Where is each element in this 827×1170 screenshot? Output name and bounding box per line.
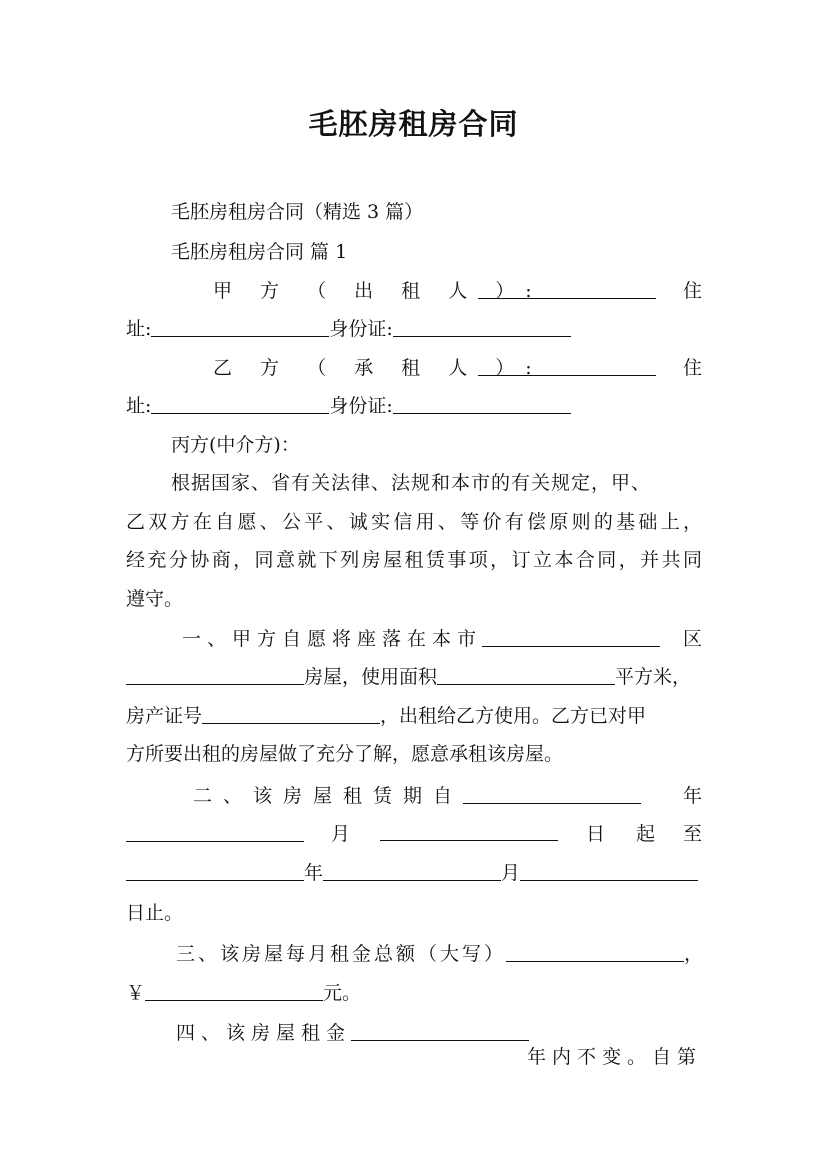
party-b-label: 乙 方 （ 承 租 人 ）: [213,357,543,379]
clause3-text: 三、该房屋每月租金总额（大写） [176,943,507,965]
party-b-address-blank [151,395,329,414]
clause3-yuan: 元。 [323,982,362,1004]
clause2-end-year-label: 年 [304,862,324,884]
preamble-line-3: 经充分协商，同意就下列房屋租赁事项，订立本合同，并共同 [126,549,702,571]
clause1-district: 区 [682,628,702,650]
clause1-cert-label: 房产证号 [126,705,203,727]
section-heading: 毛胚房租房合同 篇 1 [171,241,348,263]
clause1-area-blank [437,666,615,685]
party-a-address-blank [151,318,329,337]
party-a-label: 甲 方 （ 出 租 人 ）: [213,280,543,302]
clause2-end-year-blank [126,862,304,881]
clause1-line-1 [182,627,702,651]
clause2-year-label: 年 [682,785,702,807]
clause2-start-day-blank [380,822,558,841]
clause1-line-3 [126,704,702,728]
clause1-house-blank [126,666,304,685]
address-label-start: 住 [682,280,702,302]
clause2-from-label: 起 [636,823,656,845]
clause2-line-2 [126,822,702,846]
clause2-start-month-blank [126,823,304,842]
clause2-end-day-blank [520,862,698,881]
clause2-day-label: 日 [586,823,606,845]
clause1-location-blank [482,628,660,647]
address-label-start-b: 住 [682,357,702,379]
clause3-rent-amount-blank [145,982,323,1001]
preamble-line-2: 乙双方在自愿、公平、诚实信用、等价有偿原则的基础上， [126,511,702,533]
address-label-end: 址: [126,318,152,340]
clause1-cert-blank [202,705,380,724]
clause1-area-unit: 平方米， [615,666,692,688]
clause3-rent-words-blank [506,943,684,962]
party-b-line [213,356,702,380]
id-label: 身份证: [329,318,393,340]
party-a-address-line [126,317,702,341]
party-a-name-blank [478,280,656,299]
clause1-line-2 [126,665,702,689]
clause3-line-2 [126,981,702,1005]
address-label-end-b: 址: [126,395,152,417]
clause2-to-label: 至 [683,823,703,845]
clause2-line-3 [126,861,702,885]
clause2-line-1 [193,784,702,808]
clause4-line-1 [176,1021,702,1069]
clause4-years-blank [351,1022,529,1041]
clause2-start-year-blank [463,785,641,804]
party-a-line [213,279,702,303]
clause2-line-4: 日止。 [126,902,184,924]
clause4-rest: 年内不变。自第 [526,1046,702,1068]
subtitle: 毛胚房租房合同（精选 3 篇） [171,201,424,223]
clause1-line-4: 方所要出租的房屋做了充分了解，愿意承租该房屋。 [126,743,564,765]
clause1-text: 一、甲方自愿将座落在本市 [182,628,483,650]
party-b-name-blank [478,357,656,376]
clause1-cert-rest: ，出租给乙方使用。乙方已对甲 [380,705,647,727]
party-b-address-line [126,394,702,418]
clause4-text: 四、该房屋租金 [176,1022,352,1044]
clause1-area-label: 房屋，使用面积 [304,666,438,688]
party-c-label: 丙方(中介方)： [171,434,300,456]
party-b-id-blank [393,395,571,414]
preamble-line-1: 根据国家、省有关法律、法规和本市的有关规定，甲、 [171,472,652,494]
id-label-b: 身份证: [329,395,393,417]
document-title: 毛胚房租房合同 [308,107,519,141]
clause2-text: 二、该房屋租赁期自 [193,785,464,807]
clause2-month-label: 月 [331,823,351,845]
yen-sign: ￥ [126,982,146,1004]
clause2-end-month-blank [323,862,501,881]
preamble-line-4: 遵守。 [126,588,184,610]
party-a-id-blank [393,318,571,337]
clause3-comma: ， [684,943,704,965]
clause2-end-month-label: 月 [501,862,521,884]
clause3-line-1 [176,942,702,966]
